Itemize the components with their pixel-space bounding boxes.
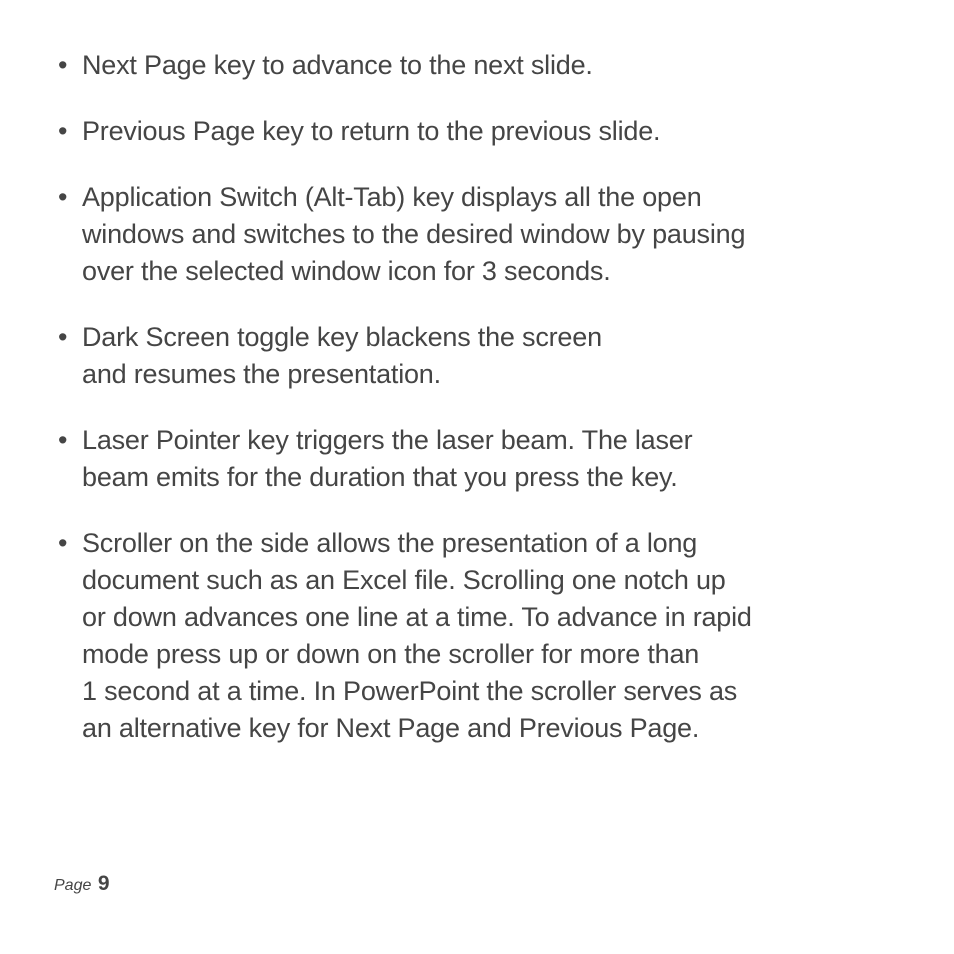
bullet-icon: • [58,322,68,352]
bullet-icon: • [58,182,68,212]
item-text-line: an alternative key for Next Page and Previous Page. [82,713,700,743]
list-item-previous-page [58,113,938,150]
item-text-line: Laser Pointer key triggers the laser beam. The laser [82,425,693,455]
list-item-laser-pointer [58,422,938,496]
bullet-icon: • [58,116,68,146]
item-text-line: and resumes the presentation. [82,359,441,389]
item-text-line: over the selected window icon for 3 seconds. [82,256,611,286]
bullet-icon: • [58,50,68,80]
item-text-line: or down advances one line at a time. To advance in rapid [82,602,752,632]
page-number: 9 [97,872,110,895]
bullet-icon: • [58,528,68,558]
item-text-line: document such as an Excel file. Scrolling one notch up [82,565,726,595]
list-item-next-page [58,47,938,84]
bullet-icon: • [58,425,68,455]
list-item-dark-screen [58,319,938,393]
item-text-line: beam emits for the duration that you press the key. [82,462,678,492]
item-text-line: Application Switch (Alt-Tab) key displays all the open [82,182,702,212]
item-text-line: mode press up or down on the scroller for more than [82,639,700,669]
bullet-list [58,47,938,776]
item-text-line: 1 second at a time. In PowerPoint the scroller serves as [82,676,738,706]
item-text-line: Scroller on the side allows the presentation of a long [82,528,698,558]
item-text-line: Next Page key to advance to the next slide. [82,50,593,80]
item-text-line: windows and switches to the desired window by pausing [82,219,746,249]
page-footer [54,872,110,896]
item-text-line: Previous Page key to return to the previous slide. [82,116,661,146]
item-text-line: Dark Screen toggle key blackens the screen [82,322,602,352]
list-item-application-switch [58,179,938,290]
page-label: Page [54,877,92,894]
list-item-scroller [58,525,938,747]
